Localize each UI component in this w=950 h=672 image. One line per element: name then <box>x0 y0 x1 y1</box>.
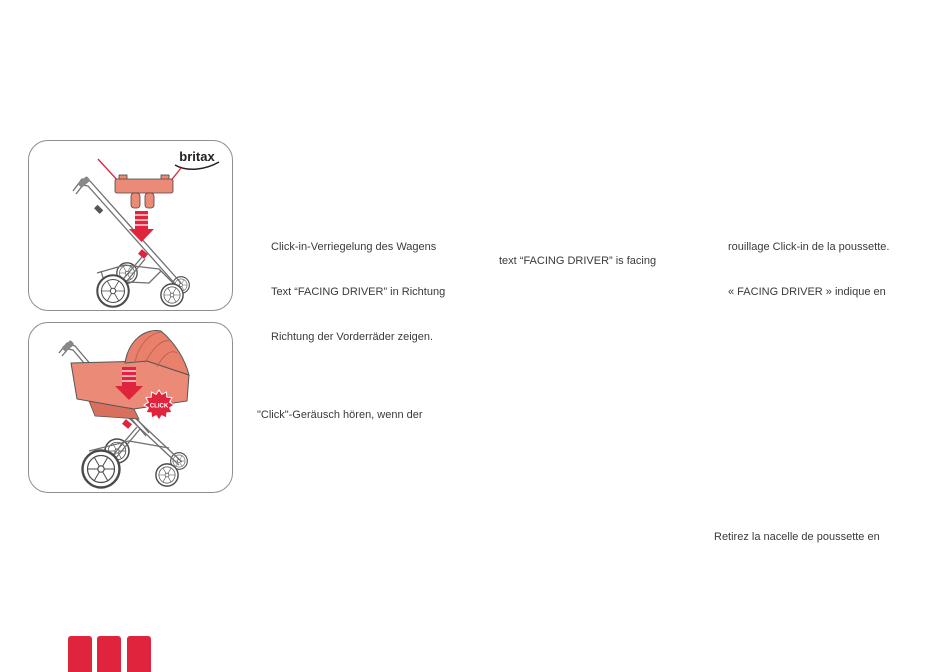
frame-lock-marker <box>122 419 132 429</box>
rear-wheel <box>83 451 120 488</box>
instruction-text-de-4: "Click"-Geräusch hören, wenn der <box>257 409 423 421</box>
rear-wheel <box>97 275 128 306</box>
logo-text: britax <box>179 149 215 164</box>
illustration-panel-carrycot <box>28 322 233 493</box>
instruction-text-de-2: Text “FACING DRIVER” in Richtung <box>271 286 446 298</box>
instruction-text-de-3: Richtung der Vorderräder zeigen. <box>271 331 434 343</box>
stroller-frame <box>73 176 181 293</box>
carrycot-illustration <box>29 323 231 491</box>
instruction-text-fr-2: « FACING DRIVER » indique en <box>728 286 886 298</box>
down-arrow-icon <box>129 211 154 242</box>
instruction-text-fr-1: rouillage Click-in de la poussette. <box>728 241 890 253</box>
click-badge-text: CLICK <box>149 403 169 410</box>
instruction-text-fr-3: Retirez la nacelle de poussette en <box>714 531 880 543</box>
section-tab-1 <box>68 636 92 672</box>
adapter-illustration <box>29 141 231 309</box>
front-wheel <box>161 284 183 306</box>
stroller-adapter <box>115 175 173 208</box>
pointer-line-left <box>98 159 119 182</box>
instruction-text-en-1: text “FACING DRIVER” is facing <box>499 255 657 267</box>
britax-logo <box>175 149 219 169</box>
instruction-text-de-1: Click-in-Verriegelung des Wagens <box>271 241 437 253</box>
frame-lock-marker <box>138 249 148 259</box>
section-tab-2 <box>97 636 121 672</box>
front-wheel <box>156 464 178 486</box>
illustration-panel-adapter <box>28 140 233 311</box>
section-tab-3 <box>127 636 151 672</box>
